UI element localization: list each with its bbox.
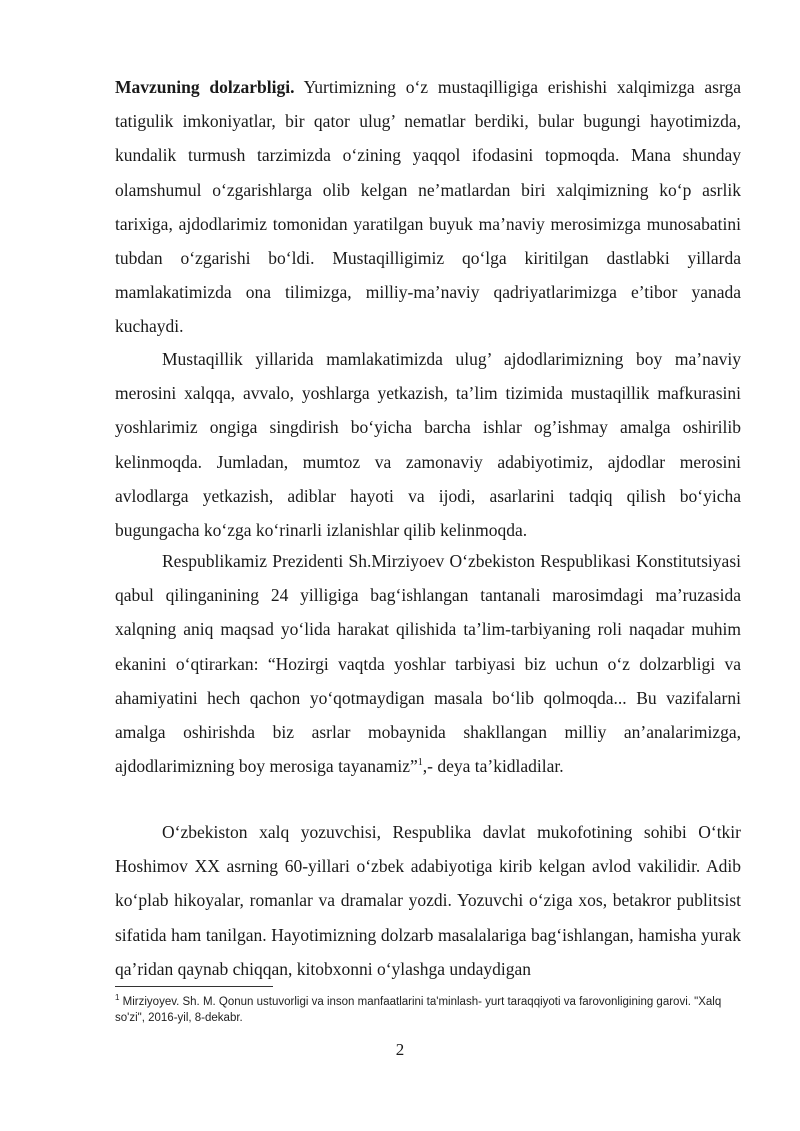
paragraph-text-tail: ,- deya ta’kidladilar. — [422, 756, 564, 777]
paragraph-president-quote — [115, 544, 741, 783]
paragraph-hoshimov: O‘zbekiston xalq yozuvchisi, Respublika davlat mukofotining sohibi O‘tkir Hoshimov XX asrning 60-yillari o‘zbek adabiyotiga kirib kelgan avlod vakilidir. Adib ko‘plab hikoyalar, romanlar va dramalar yozdi. Yozuvchi o‘ziga xos, betakror publitsist sifatida ham tanilgan. Hayotimizning dolzarb masalalariga bag‘ishlangan, hamisha yurak qa’ridan qaynab chiqqan, kitobxonni o‘ylashga undaydigan — [115, 822, 741, 979]
footnote-mark: 1 — [115, 993, 120, 1002]
paragraph-text: Respublikamiz Prezidenti Sh.Mirziyoev O‘zbekiston Respublikasi Konstitutsiyasi qabul qilinganining 24 yilligiga bag‘ishlangan tantanali marosimdagi ma’ruzasida xalqning aniq maqsad yo‘lida harakat qilishida ta’lim-tarbiyaning roli naqadar muhim ekanini o‘qtirarkan: “Hozirgi vaqtda yoshlar tarbiyasi biz uchun o‘z dolzarbligi va ahamiyatini hech qachon yo‘qotmaydigan masala bo‘lib qolmoqda... Bu vazifalarni amalga oshirishda biz asrlar mobaynida shakllangan milliy an’analarimizga, ajdodlarimizning boy merosiga tayanamiz” — [115, 551, 741, 777]
footnote — [115, 990, 741, 1026]
section-heading-relevance: Mavzuning dolzarbligi. — [115, 77, 295, 97]
footnote-reference[interactable]: 1 — [417, 757, 423, 769]
paragraph-text: Yurtimizning o‘z mustaqilligiga erishishi xalqimizga asrga tatigulik imkoniyatlar, bir qator ulug’ nematlar berdiki, bular bugungi hayotimizda, kundalik turmush tarzimizda o‘zining yaqqol ifodasini topmoqda. Mana shunday olamshumul o‘zgarishlarga olib kelgan ne’matlardan biri xalqimizning ko‘p asrlik tarixiga, ajdodlarimiz tomonidan yaratilgan buyuk ma’naviy merosimizga munosabatini tubdan o‘zgarishi bo‘ldi. Mustaqilligimiz qo‘lga kiritilgan dastlabki yillarda mamlakatimizda ona tilimizga, milliy-ma’naviy qadriyatlarimizga e’tibor yanada kuchaydi. — [115, 77, 741, 337]
paragraph-relevance — [115, 70, 741, 344]
paragraph-independence-years: Mustaqillik yillarida mamlakatimizda ulug’ ajdodlarimizning boy ma’naviy merosini xalqqa, avvalo, yoshlarga yetkazish, ta’lim tizimida mustaqillik mafkurasini yoshlarimiz ongiga singdirish bo‘yicha barcha ishlar og’ishmay amalga oshirilib kelinmoqda. Jumladan, mumtoz va zamonaviy adabiyotimiz, ajdodlar merosini avlodlarga yetkazish, adiblar hayoti va ijodi, asarlarini tadqiq qilish bo‘yicha bugungacha ko‘zga ko‘rinarli izlanishlar qilib kelinmoqda. — [115, 349, 741, 541]
footnote-text: Mirziyoyev. Sh. M. Qonun ustuvorligi va inson manfaatlarini ta'minlash- yurt taraqqiyoti va farovonligining garovi. "Xalq so'zi", 2016-yil, 8-dekabr. — [115, 995, 722, 1024]
footnote-separator — [115, 986, 273, 987]
page-number: 2 — [395, 1040, 405, 1059]
